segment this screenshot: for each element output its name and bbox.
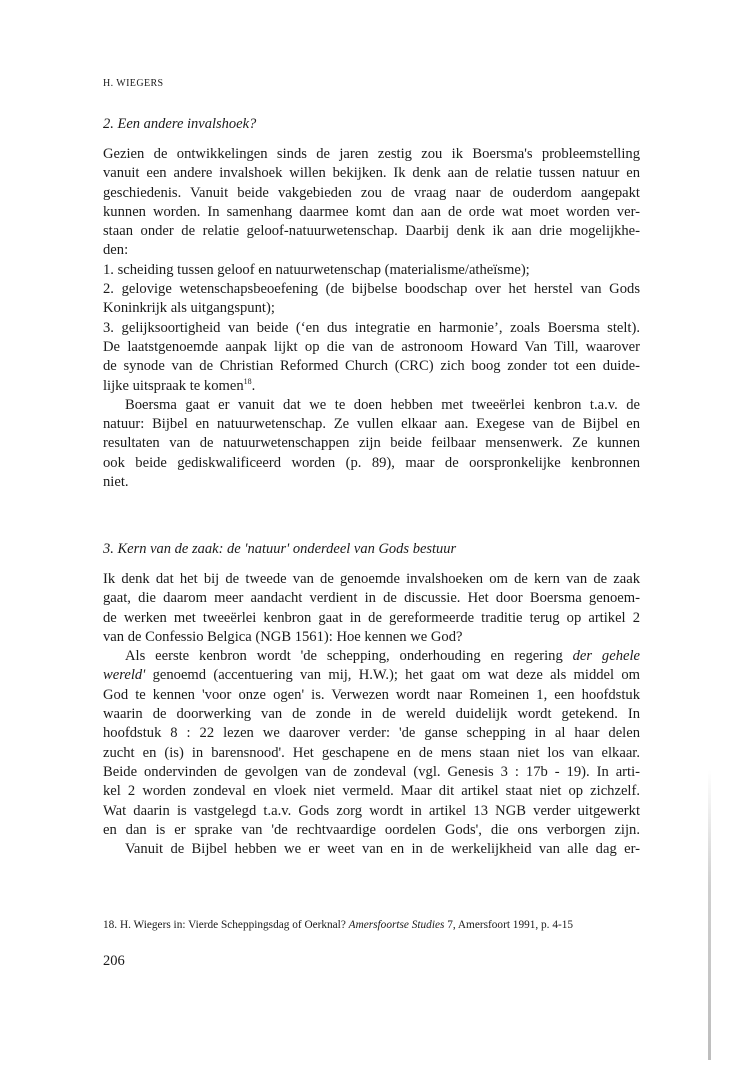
emphasis: der gehele [572,648,641,665]
text-line: niet. [103,474,129,491]
footnote-ref: 18 [243,376,252,386]
section-2-body [103,145,640,492]
text-line: geschiedenis. Vanuit beide vakgebieden zou de vraag naar de ouderdom aangepakt [103,184,640,201]
text-fragment: . [251,377,256,394]
text-line: natuur: Bijbel en natuurwetenschap. Ze vullen elkaar aan. Exegese van de Bijbel en [103,416,640,433]
text-line: Koninkrijk als uitgangspunt); [103,300,275,317]
list-item: 2. gelovige wetenschapsbeoefening (de bijbelse boodschap over het herstel van Gods [103,281,640,298]
text-fragment: genoemd (accentuering van mij, H.W.); het gaat om wat deze als middel om [145,667,640,684]
text-line: Ik denk dat het bij de tweede van de genoemde invalshoeken om de kern van de zaak [103,571,640,587]
list-item: 1. scheiding tussen geloof en natuurwetenschap (materialisme/atheïsme); [103,261,530,278]
text-line: waarin de doorwerking van de zonde in de wereld duidelijk wordt getekend. In [103,706,640,723]
text-line [103,647,640,666]
text-line: de werken met tweeërlei kenbron gaat in de gereformeerde traditie terug op artikel 2 [103,609,640,626]
text-line: God te kennen 'voor onze ogen' is. Verwezen wordt naar Romeinen 1, een hoofdstuk [103,686,640,703]
page-number: 206 [103,953,125,969]
footnote-text: 7, Amersfoort 1991, p. 4-15 [444,919,574,931]
text-fragment: lijke uitspraak te komen [103,377,244,394]
text-line: Vanuit de Bijbel hebben we er weet van en in de werkelijkheid van alle dag er- [125,841,640,858]
section-3-heading: 3. Kern van de zaak: de 'natuur' onderdeel van Gods bestuur [103,541,457,557]
text-line: staan onder de relatie geloof-natuurwetenschap. Daarbij denk ik aan drie mogelijkhe- [103,223,640,240]
section-2-heading: 2. Een andere invalshoek? [103,116,257,132]
text-line [103,666,640,685]
emphasis: wereld' [103,667,146,684]
text-line: van de Confessio Belgica (NGB 1561): Hoe kennen we God? [103,628,463,645]
list-item: 3. gelijksoortigheid van beide (‘en dus integratie en harmonie’, zoals Boersma stelt). [103,319,640,336]
text-line: den: [103,242,129,259]
text-line: resultaten van de natuurwetenschappen zijn beide feilbaar mensenwerk. Ze kunnen [103,435,640,452]
text-line: zucht en (is) in barensnood'. Het geschapene en de mens staan niet los van elkaar. [103,744,640,761]
text-line: gaat, die daarom meer aandacht verdient in de discussie. Het door Boersma genoem- [103,590,640,607]
text-line: Beide ondervinden de gevolgen van de zondeval (vgl. Genesis 3 : 17b - 19). In arti- [103,763,640,780]
text-line: hoofdstuk 8 : 22 lezen we daarover verder: 'de ganse schepping in al haar delen [103,725,640,742]
text-line: kel 2 worden zondeval en vloek niet vermeld. Maar dit artikel staat niet op zichzelf. [103,783,640,800]
text-line: Boersma gaat er vanuit dat we te doen hebben met tweeërlei kenbron t.a.v. de [125,396,640,413]
text-line: de synode van de Christian Reformed Church (CRC) zich boog zonder tot een duide- [103,358,640,375]
running-head: H. WIEGERS [103,78,164,89]
scan-edge [708,770,711,1060]
text-fragment: Als eerste kenbron wordt 'de schepping, onderhouding en regering [125,648,573,665]
text-line: kunnen worden. In samenhang daarmee komt dan aan de orde wat moet worden ver- [103,203,640,220]
text-line: Wat daarin is vastgelegd t.a.v. Gods zorg wordt in artikel 13 NGB verder uitgewerkt [103,802,640,819]
text-line: en dan is er sprake van 'de rechtvaardige oordelen Gods', die ons verborgen zijn. [103,821,640,838]
text-line [103,377,640,396]
footnote-text: 18. H. Wiegers in: Vierde Scheppingsdag of Oerknal? [103,919,349,931]
text-line: vanuit een andere invalshoek willen bekijken. Ik denk aan de relatie tussen natuur en [103,165,640,182]
footnote [103,919,573,931]
footnote-journal: Amersfoortse Studies [348,919,445,931]
section-3-body [103,570,640,859]
text-line: De laatstgenoemde aanpak lijkt op die van de astronoom Howard Van Till, waarover [103,338,640,355]
text-line: Gezien de ontwikkelingen sinds de jaren zestig zou ik Boersma's probleemstelling [103,146,640,162]
text-line: ook beide gediskwalificeerd worden (p. 89), maar de oorspronkelijke kenbronnen [103,454,640,471]
